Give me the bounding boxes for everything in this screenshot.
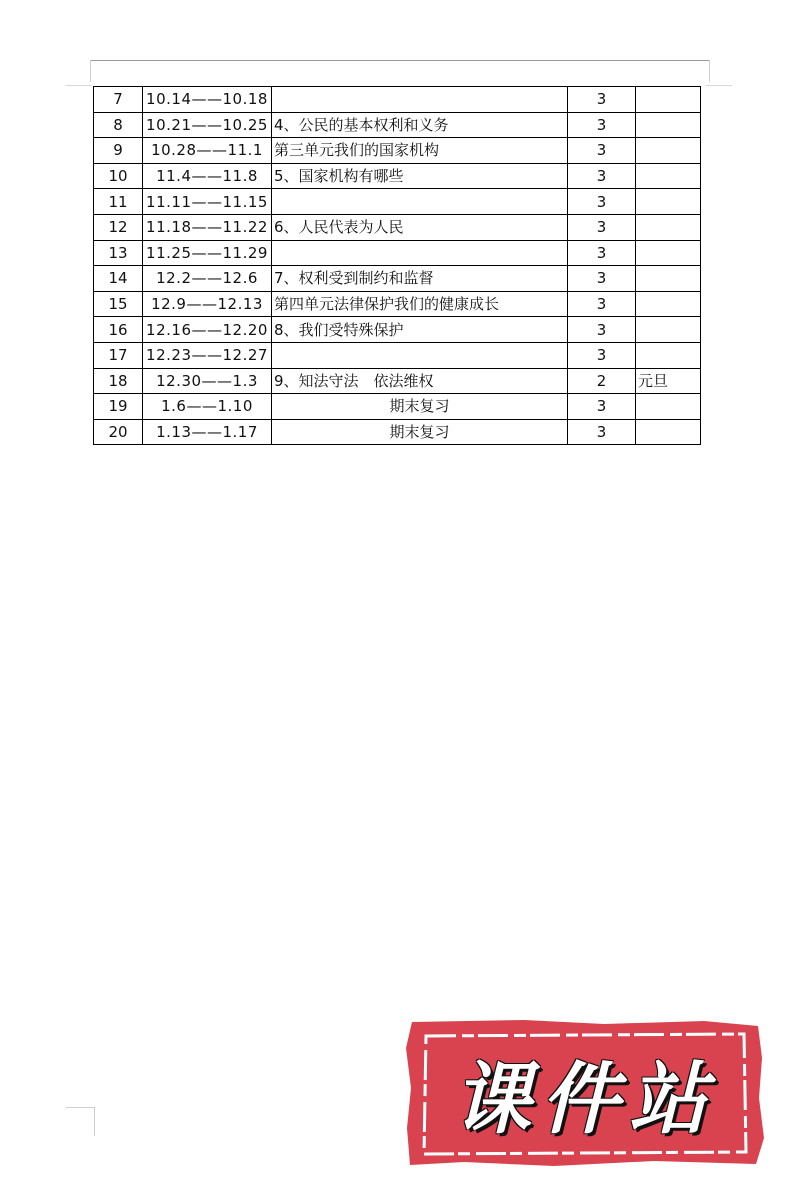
week-cell: 8 [94,112,143,138]
hours-cell: 3 [568,189,636,215]
week-cell: 7 [94,87,143,113]
note-cell [636,214,701,240]
date-range-cell: 12.9——12.13 [143,291,272,317]
lesson-topic-cell: 7、权利受到制约和监督 [272,266,568,292]
table-row [94,112,701,138]
schedule-table [93,86,701,445]
week-cell: 18 [94,368,143,394]
watermark-text: 课件站 [452,1055,717,1145]
hours-cell: 3 [568,266,636,292]
note-cell [636,87,701,113]
hours-cell: 3 [568,163,636,189]
note-cell [636,317,701,343]
note-cell [636,189,701,215]
date-range-cell: 1.6——1.10 [143,394,272,420]
table-row [94,317,701,343]
lesson-topic-cell: 9、知法守法 依法维权 [272,368,568,394]
week-cell: 15 [94,291,143,317]
watermark-stamp [404,1018,766,1168]
hours-cell: 3 [568,138,636,164]
date-range-cell: 10.21——10.25 [143,112,272,138]
note-cell [636,138,701,164]
date-range-cell: 11.25——11.29 [143,240,272,266]
week-cell: 11 [94,189,143,215]
date-range-cell: 12.30——1.3 [143,368,272,394]
week-cell: 10 [94,163,143,189]
date-range-cell: 1.13——1.17 [143,419,272,445]
margin-guide-right [706,85,732,86]
note-cell [636,240,701,266]
lesson-topic-cell: 第四单元法律保护我们的健康成长 [272,291,568,317]
note-cell [636,291,701,317]
table-row [94,368,701,394]
lesson-topic-cell [272,87,568,113]
note-cell [636,419,701,445]
note-cell [636,394,701,420]
date-range-cell: 11.18——11.22 [143,214,272,240]
table-row [94,394,701,420]
page-header-rule [90,60,710,61]
week-cell: 9 [94,138,143,164]
date-range-cell: 11.4——11.8 [143,163,272,189]
hours-cell: 3 [568,214,636,240]
table-row [94,214,701,240]
lesson-topic-cell: 5、国家机构有哪些 [272,163,568,189]
margin-guide-left [66,85,92,86]
lesson-topic-cell: 期末复习 [272,394,568,420]
table-row [94,163,701,189]
hours-cell: 3 [568,112,636,138]
week-cell: 14 [94,266,143,292]
lesson-topic-cell [272,189,568,215]
table-row [94,240,701,266]
date-range-cell: 12.16——12.20 [143,317,272,343]
lesson-topic-cell: 4、公民的基本权利和义务 [272,112,568,138]
table-row [94,87,701,113]
table-row [94,419,701,445]
week-cell: 16 [94,317,143,343]
week-cell: 17 [94,342,143,368]
note-cell [636,112,701,138]
hours-cell: 3 [568,419,636,445]
hours-cell: 3 [568,240,636,266]
schedule-table-body [94,87,701,445]
date-range-cell: 10.14——10.18 [143,87,272,113]
hours-cell: 3 [568,342,636,368]
header-margin-mark-right [709,60,710,82]
table-row [94,291,701,317]
header-margin-mark-left [90,60,91,82]
date-range-cell: 12.2——12.6 [143,266,272,292]
note-cell [636,342,701,368]
lesson-topic-cell: 6、人民代表为人民 [272,214,568,240]
week-cell: 12 [94,214,143,240]
hours-cell: 2 [568,368,636,394]
table-row [94,189,701,215]
week-cell: 13 [94,240,143,266]
hours-cell: 3 [568,394,636,420]
table-row [94,342,701,368]
table-row [94,266,701,292]
date-range-cell: 10.28——11.1 [143,138,272,164]
hours-cell: 3 [568,317,636,343]
table-row [94,138,701,164]
date-range-cell: 11.11——11.15 [143,189,272,215]
note-cell [636,163,701,189]
lesson-topic-cell: 8、我们受特殊保护 [272,317,568,343]
lesson-topic-cell: 第三单元我们的国家机构 [272,138,568,164]
note-cell [636,266,701,292]
lesson-topic-cell [272,240,568,266]
lesson-topic-cell [272,342,568,368]
lesson-topic-cell: 期末复习 [272,419,568,445]
week-cell: 19 [94,394,143,420]
week-cell: 20 [94,419,143,445]
page-corner-mark-left [66,1107,95,1136]
date-range-cell: 12.23——12.27 [143,342,272,368]
hours-cell: 3 [568,291,636,317]
hours-cell: 3 [568,87,636,113]
note-cell: 元旦 [636,368,701,394]
